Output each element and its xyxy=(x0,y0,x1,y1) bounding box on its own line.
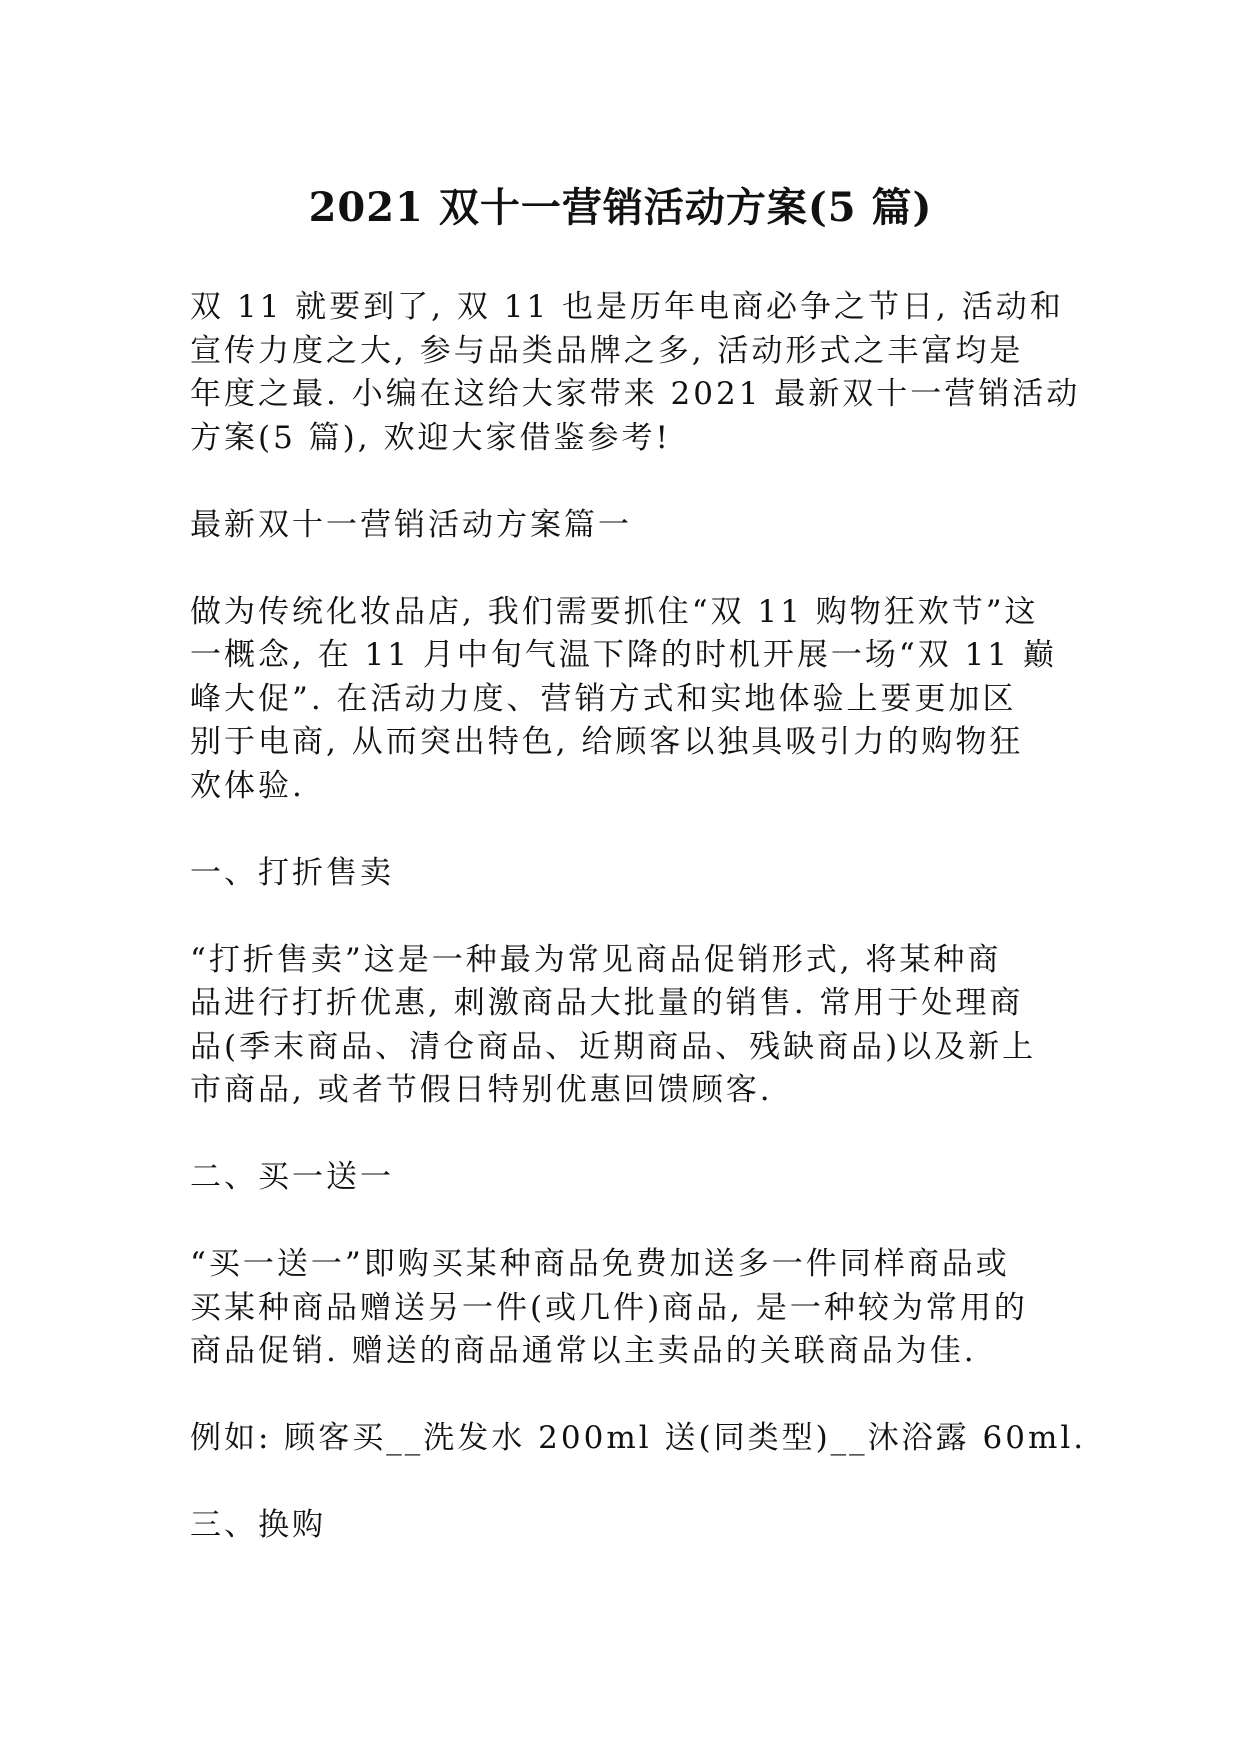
text-line: 品(季末商品、清仓商品、近期商品、残缺商品)以及新上 xyxy=(190,1028,1037,1065)
paragraph-gap xyxy=(190,1461,1050,1505)
text-line: 商品促销. 赠送的商品通常以主卖品的关联商品为佳. xyxy=(190,1333,977,1369)
text-line: 二、买一送一 xyxy=(190,1159,394,1195)
text-line: 年度之最. 小编在这给大家带来 2021 最新双十一营销活动 xyxy=(190,376,1081,412)
document-body xyxy=(190,286,1087,1548)
text-line: 最新双十一营销活动方案篇一 xyxy=(190,506,632,543)
paragraph-gap xyxy=(190,1113,1050,1157)
paragraph-gap xyxy=(190,1374,1050,1418)
text-line: 品进行打折优惠, 刺激商品大批量的销售. 常用于处理商 xyxy=(190,985,1024,1021)
subsection-heading xyxy=(190,1504,1050,1548)
text-line: 三、换购 xyxy=(190,1507,326,1543)
text-line: 方案(5 篇), 欢迎大家借鉴参考! xyxy=(190,419,671,456)
document-title: 2021 双十一营销活动方案(5 篇) xyxy=(308,184,933,231)
body-paragraph xyxy=(190,1243,1050,1374)
subsection-heading xyxy=(190,852,1050,896)
text-line: 峰大促”. 在活动力度、营销方式和实地体验上要更加区 xyxy=(190,680,1017,717)
text-line: 欢体验. xyxy=(190,767,305,804)
example-paragraph xyxy=(190,1417,1087,1461)
paragraph-gap xyxy=(190,895,1050,939)
text-line: 市商品, 或者节假日特别优惠回馈顾客. xyxy=(190,1072,773,1108)
text-line: 一、打折售卖 xyxy=(190,854,394,891)
text-line: 例如: 顾客买__洗发水 200ml 送(同类型)__沐浴露 60ml. xyxy=(190,1420,1087,1456)
text-line: 别于电商, 从而突出特色, 给顾客以独具吸引力的购物狂 xyxy=(190,724,1024,760)
paragraph-gap xyxy=(190,547,1050,591)
text-line: 双 11 就要到了, 双 11 也是历年电商必争之节日, 活动和 xyxy=(190,289,1064,325)
text-line: “打折售卖”这是一种最为常见商品促销形式, 将某种商 xyxy=(190,941,1002,978)
section-heading xyxy=(190,504,1050,548)
subsection-heading xyxy=(190,1156,1050,1200)
body-paragraph xyxy=(190,939,1050,1113)
text-line: 买某种商品赠送另一件(或几件)商品, 是一种较为常用的 xyxy=(190,1289,1028,1326)
text-line: 宣传力度之大, 参与品类品牌之多, 活动形式之丰富均是 xyxy=(190,332,1024,369)
text-line: 一概念, 在 11 月中旬气温下降的时机开展一场“双 11 巅 xyxy=(190,637,1057,673)
paragraph-gap xyxy=(190,808,1050,852)
paragraph-gap xyxy=(190,460,1050,504)
intro-paragraph xyxy=(190,286,1081,460)
text-line: 做为传统化妆品店, 我们需要抓住“双 11 购物狂欢节”这 xyxy=(190,593,1039,630)
body-paragraph xyxy=(190,591,1057,809)
text-line: “买一送一”即购买某种商品免费加送多一件同样商品或 xyxy=(190,1246,1010,1282)
paragraph-gap xyxy=(190,1200,1050,1244)
